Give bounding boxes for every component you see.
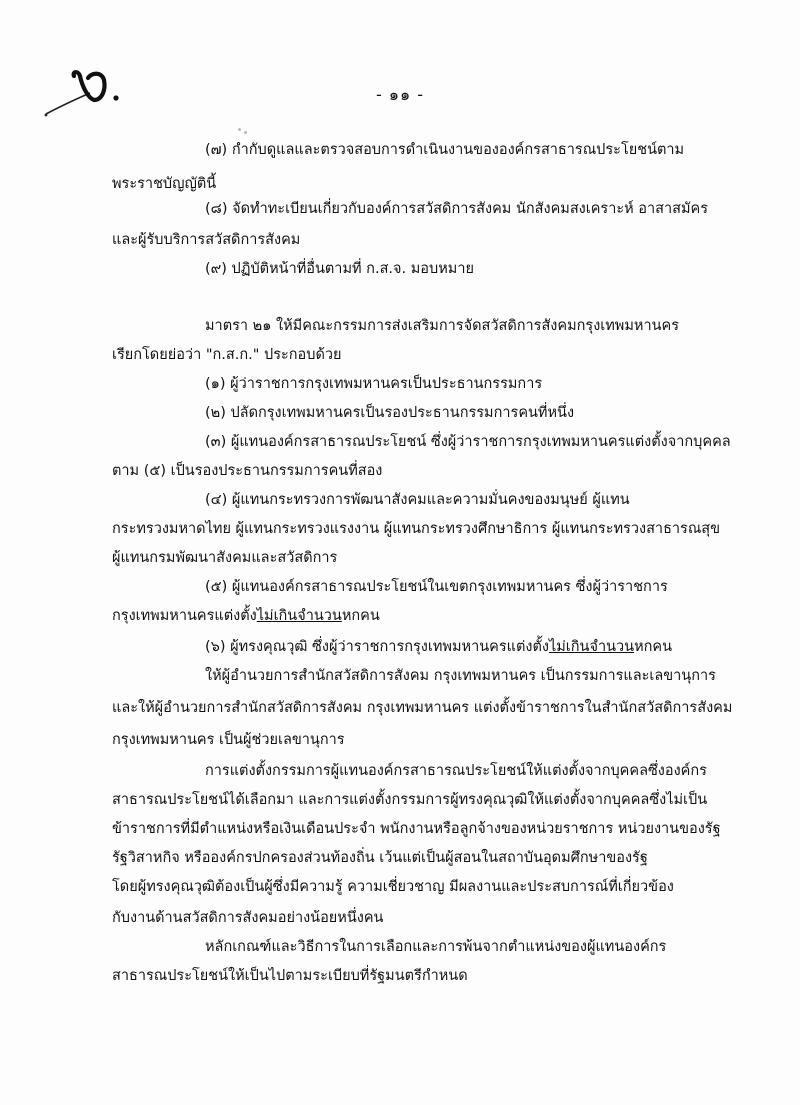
scan-speck: [244, 131, 247, 134]
section-heading-line: มาตรา ๒๑ ให้มีคณะกรรมการส่งเสริมการจัดสวัสดิการสังคมกรุงเทพมหานคร: [205, 318, 680, 334]
text-line: พระราชบัญญัตินี้: [112, 176, 217, 192]
text-line: กับงานด้านสวัสดิการสังคมอย่างน้อยหนึ่งคน: [112, 910, 384, 926]
text-line: (๙) ปฏิบัติหน้าที่อื่นตามที่ ก.ส.จ. มอบหมาย: [205, 261, 474, 277]
list-item: (๑) ผู้ว่าราชการกรุงเทพมหานครเป็นประธานกรรมการ: [205, 376, 543, 392]
text-segment: กรุงเทพมหานครแต่งตั้ง: [112, 608, 257, 624]
list-item: (๒) ปลัดกรุงเทพมหานครเป็นรองประธานกรรมการคนที่หนึ่ง: [205, 405, 575, 421]
text-segment: หกคน: [634, 639, 673, 655]
text-line: ข้าราชการที่มีตำแหน่งหรือเงินเดือนประจำ พนักงานหรือลูกจ้างของหน่วยราชการ หน่วยงานของรัฐ: [112, 821, 721, 837]
text-line: และให้ผู้อำนวยการสำนักสวัสดิการสังคม กรุงเทพมหานคร แต่งตั้งข้าราชการในสำนักสวัสดิการสังคม: [112, 700, 733, 716]
list-item: (๓) ผู้แทนองค์กรสาธารณประโยชน์ ซึ่งผู้ว่าราชการกรุงเทพมหานครแต่งตั้งจากบุคคล: [205, 434, 731, 450]
underlined-text: ไม่เกินจำนวน: [256, 608, 342, 624]
list-item: [205, 637, 672, 657]
text-line: หลักเกณฑ์และวิธีการในการเลือกและการพ้นจากตำแหน่งของผู้แทนองค์กร: [205, 939, 667, 955]
text-line: และผู้รับบริการสวัสดิการสังคม: [112, 232, 301, 248]
text-line: ให้ผู้อำนวยการสำนักสวัสดิการสังคม กรุงเทพมหานคร เป็นกรรมการและเลขานุการ: [205, 668, 716, 684]
text-line: (๗) กำกับดูแลและตรวจสอบการดำเนินงานขององค์กรสาธารณประโยชน์ตาม: [205, 142, 685, 158]
text-segment: (๖) ผู้ทรงคุณวุฒิ ซึ่งผู้ว่าราชการกรุงเทพมหานครแต่งตั้ง: [205, 639, 549, 655]
text-line: (๘) จัดทำทะเบียนเกี่ยวกับองค์การสวัสดิการสังคม นักสังคมสงเคราะห์ อาสาสมัคร: [205, 201, 709, 217]
text-line: สาธารณประโยชน์ได้เลือกมา และการแต่งตั้งกรรมการผู้ทรงคุณวุฒิให้แต่งตั้งจากบุคคลซึ่งไม่เป็น: [112, 792, 708, 808]
text-line: รัฐวิสาหกิจ หรือองค์กรปกครองส่วนท้องถิ่น เว้นแต่เป็นผู้สอนในสถาบันอุดมศึกษาของรัฐ: [112, 850, 648, 866]
underlined-text: ไม่เกินจำนวน: [548, 639, 635, 655]
text-line: กระทรวงมหาดไทย ผู้แทนกระทรวงแรงงาน ผู้แทนกระทรวงศึกษาธิการ ผู้แทนกระทรวงสาธารณสุข: [112, 521, 721, 537]
text-line: การแต่งตั้งกรรมการผู้แทนองค์กรสาธารณประโยชน์ให้แต่งตั้งจากบุคคลซึ่งองค์กร: [205, 763, 707, 779]
text-line: [112, 606, 380, 626]
text-line: ตาม (๕) เป็นรองประธานกรรมการคนที่สอง: [112, 463, 383, 479]
text-line: ผู้แทนกรมพัฒนาสังคมและสวัสดิการ: [112, 550, 338, 566]
list-item: (๔) ผู้แทนกระทรวงการพัฒนาสังคมและความมั่นคงของมนุษย์ ผู้แทน: [205, 492, 630, 508]
text-line: เรียกโดยย่อว่า "ก.ส.ก." ประกอบด้วย: [112, 347, 342, 363]
text-segment: หกคน: [341, 608, 380, 624]
page-number: - ๑๑ -: [375, 85, 425, 104]
text-line: สาธารณประโยชน์ให้เป็นไปตามระเบียบที่รัฐมนตรีกำหนด: [112, 968, 468, 984]
text-line: โดยผู้ทรงคุณวุฒิต้องเป็นผู้ซึ่งมีความรู้ ความเชี่ยวชาญ มีผลงานและประสบการณ์ที่เกี่ยวข้อง: [112, 879, 674, 895]
scan-speck: [238, 128, 241, 131]
text-line: กรุงเทพมหานคร เป็นผู้ช่วยเลขานุการ: [112, 732, 345, 748]
list-item: (๕) ผู้แทนองค์กรสาธารณประโยชน์ในเขตกรุงเทพมหานคร ซึ่งผู้ว่าราชการ: [205, 579, 668, 595]
